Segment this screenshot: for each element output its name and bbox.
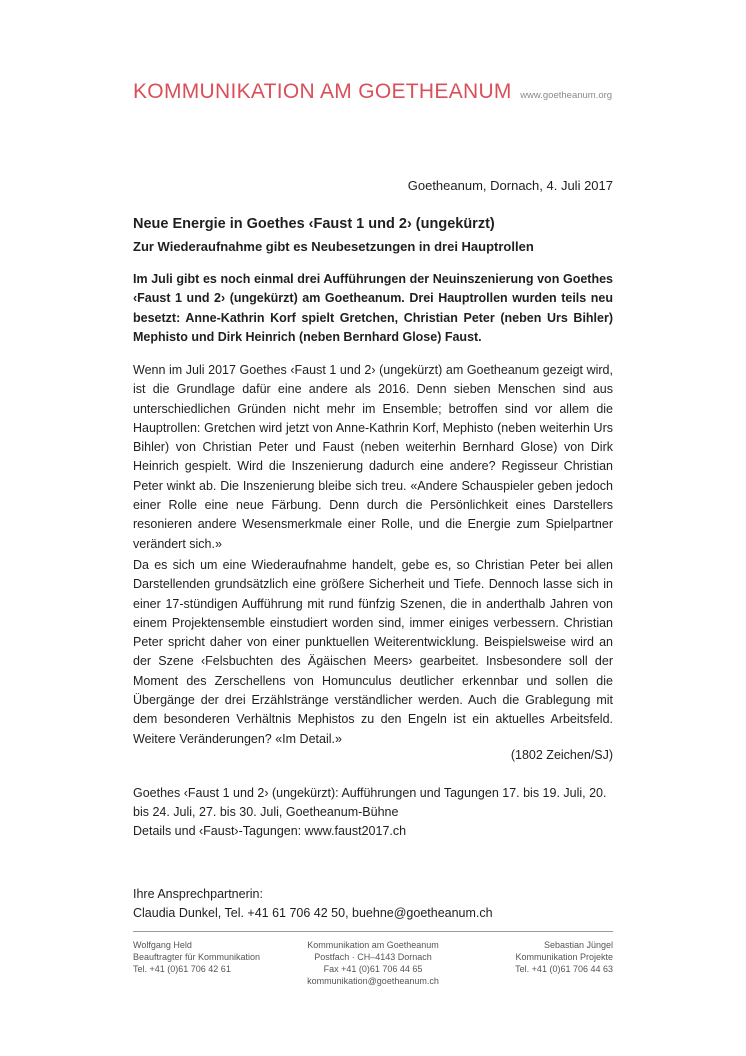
footer-center-address: Postfach · CH–4143 Dornach xyxy=(314,952,432,962)
footer-right xyxy=(515,939,613,975)
contact-person: Claudia Dunkel, Tel. +41 61 706 42 50, buehne@goetheanum.ch xyxy=(133,906,493,920)
footer-left-role: Beauftragter für Kommunikation xyxy=(133,952,261,962)
dateline: Goetheanum, Dornach, 4. Juli 2017 xyxy=(407,178,613,193)
article-subtitle: Zur Wiederaufnahme gibt es Neubesetzungen in drei Hauptrollen xyxy=(133,239,534,254)
website-url[interactable]: www.goetheanum.org xyxy=(520,90,613,101)
letterhead xyxy=(133,80,612,104)
footer-center-org: Kommunikation am Goetheanum xyxy=(307,940,439,950)
character-count: (1802 Zeichen/SJ) xyxy=(510,748,613,762)
footer-center-email[interactable]: kommunikation@goetheanum.ch xyxy=(307,976,439,986)
footer-right-name: Sebastian Jüngel xyxy=(543,940,613,950)
event-info: Goethes ‹Faust 1 und 2› (ungekürzt): Aufführungen und Tagungen 17. bis 19. Juli, 20. bis 24. Juli, 27. bis 30. Juli, Goetheanum-Bühne xyxy=(133,786,607,820)
footer-center-fax: Fax +41 (0)61 706 44 65 xyxy=(323,964,423,974)
footer-left-name: Wolfgang Held xyxy=(133,940,192,950)
article-title: Neue Energie in Goethes ‹Faust 1 und 2› (ungekürzt) xyxy=(133,216,495,232)
details-link[interactable]: Details und ‹Faust›-Tagungen: www.faust2017.ch xyxy=(133,824,407,838)
contact-label: Ihre Ansprechpartnerin: xyxy=(133,887,263,901)
footer-divider xyxy=(133,931,613,932)
contact-block xyxy=(133,885,613,923)
article-paragraph-2: Da es sich um eine Wiederaufnahme handelt, gebe es, so Christian Peter bei allen Darstellenden grundsätzlich eine größere Sicherheit und Tiefe. Dennoch lasse sich in einer 17-stündigen Aufführung mit rund fünfzig Szenen, die in anderthalb Jahren von einem Projektensemble einstudiert worden sind, immer einiges verbessern. Christian Peter spricht daher von einer punktuellen Weiterentwicklung. Beispielsweise wird an der Szene ‹Felsbuchten des Ägäischen Meers› gearbeitet. Insbesondere soll der Moment des Zerschellens von Homunculus deutlicher erkennbar und sollen die Übergänge der drei Erzählstränge verständlicher werden. Auch die Grablegung mit dem besonderen Verhältnis Mephistos zu den Engeln ist ein aktuelles Arbeitsfeld. Weitere Veränderungen? «Im Detail.» xyxy=(133,558,613,746)
brand-name: KOMMUNIKATION AM GOETHEANUM xyxy=(133,80,512,103)
footer-right-role: Kommunikation Projekte xyxy=(515,952,613,962)
footer-left xyxy=(133,939,260,975)
article-lead: Im Juli gibt es noch einmal drei Aufführungen der Neuinszenierung von Goethes ‹Faust 1 und 2› (ungekürzt) am Goetheanum. Drei Hauptrollen wurden teils neu besetzt: Anne-Kathrin Korf spielt Gretchen, Christian Peter (neben Urs Bihler) Mephisto und Dirk Heinrich (neben Bernhard Glose) Faust. xyxy=(133,272,613,344)
footer-center xyxy=(273,939,473,987)
footer-right-phone: Tel. +41 (0)61 706 44 63 xyxy=(515,964,613,974)
footer-left-phone: Tel. +41 (0)61 706 42 61 xyxy=(133,964,231,974)
article-paragraph-1: Wenn im Juli 2017 Goethes ‹Faust 1 und 2› (ungekürzt) am Goetheanum gezeigt wird, ist die Grundlage dafür eine andere als 2016. Denn sieben Menschen sind aus unterschiedlichen Gründen nicht mehr im Ensemble; betroffen sind vor allem die Hauptrollen: Gretchen wird jetzt von Anne-Kathrin Korf, Mephisto (neben weiterhin Urs Bihler) von Christian Peter und Faust (neben weiterhin Bernhard Glose) von Dirk Heinrich gespielt. Wird die Inszenierung dadurch eine andere? Regisseur Christian Peter winkt ab. Die Inszenierung bleibe sich treu. «Andere Schauspieler geben jedoch einer Rolle eine neue Färbung. Denn durch die Persönlichkeit eines Darstellers resonieren andere Wesensmerkmale einer Rolle, und die Energie zum Spielpartner verändert sich.» xyxy=(133,363,613,551)
